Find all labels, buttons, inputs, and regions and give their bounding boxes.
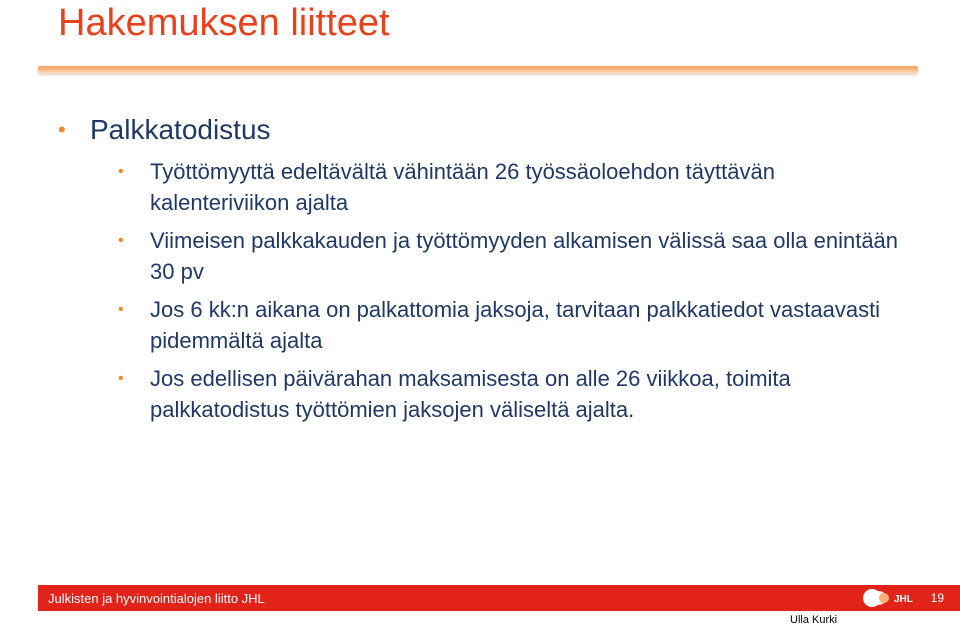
bullet-text: Jos 6 kk:n aikana on palkattomia jaksoja, tarvitaan palkkatiedot vastaavasti pidemmältä ajalta [150,297,881,353]
page-number: 19 [930,591,944,605]
bullet-icon: • [118,163,124,180]
bullet-icon: • [118,232,124,249]
bullet-level2 [58,225,910,287]
bullet-icon: • [118,370,124,387]
bullet-text: Viimeisen palkkakauden ja työttömyyden alkamisen välissä saa olla enintään 30 pv [150,228,899,284]
bullet-level1 [58,112,918,148]
bullet-icon: • [118,301,124,318]
bullet-text: Palkkatodistus [90,114,271,145]
slide-title: Hakemuksen liitteet [58,2,390,44]
footer-bar [38,585,960,611]
bullet-text: Työttömyyttä edeltävältä vähintään 26 työssäoloehdon täyttävän kalenteriviikon ajalta [150,159,775,215]
jhl-logo-icon [862,588,924,608]
bullet-level2 [58,294,910,356]
title-divider [38,66,918,73]
slide-content [58,112,918,432]
bullet-text: Jos edellisen päivärahan maksamisesta on alle 26 viikkoa, toimita palkkatodistus työttömien jaksojen väliseltä ajalta. [150,366,791,422]
footer-organization: Julkisten ja hyvinvointialojen liitto JHL [48,591,265,606]
bullet-level2 [58,156,910,218]
bullet-level2 [58,363,910,425]
logo-text: JHL [894,594,913,605]
bullet-icon: • [58,117,66,142]
author-name: Ulla Kurki [790,614,838,626]
